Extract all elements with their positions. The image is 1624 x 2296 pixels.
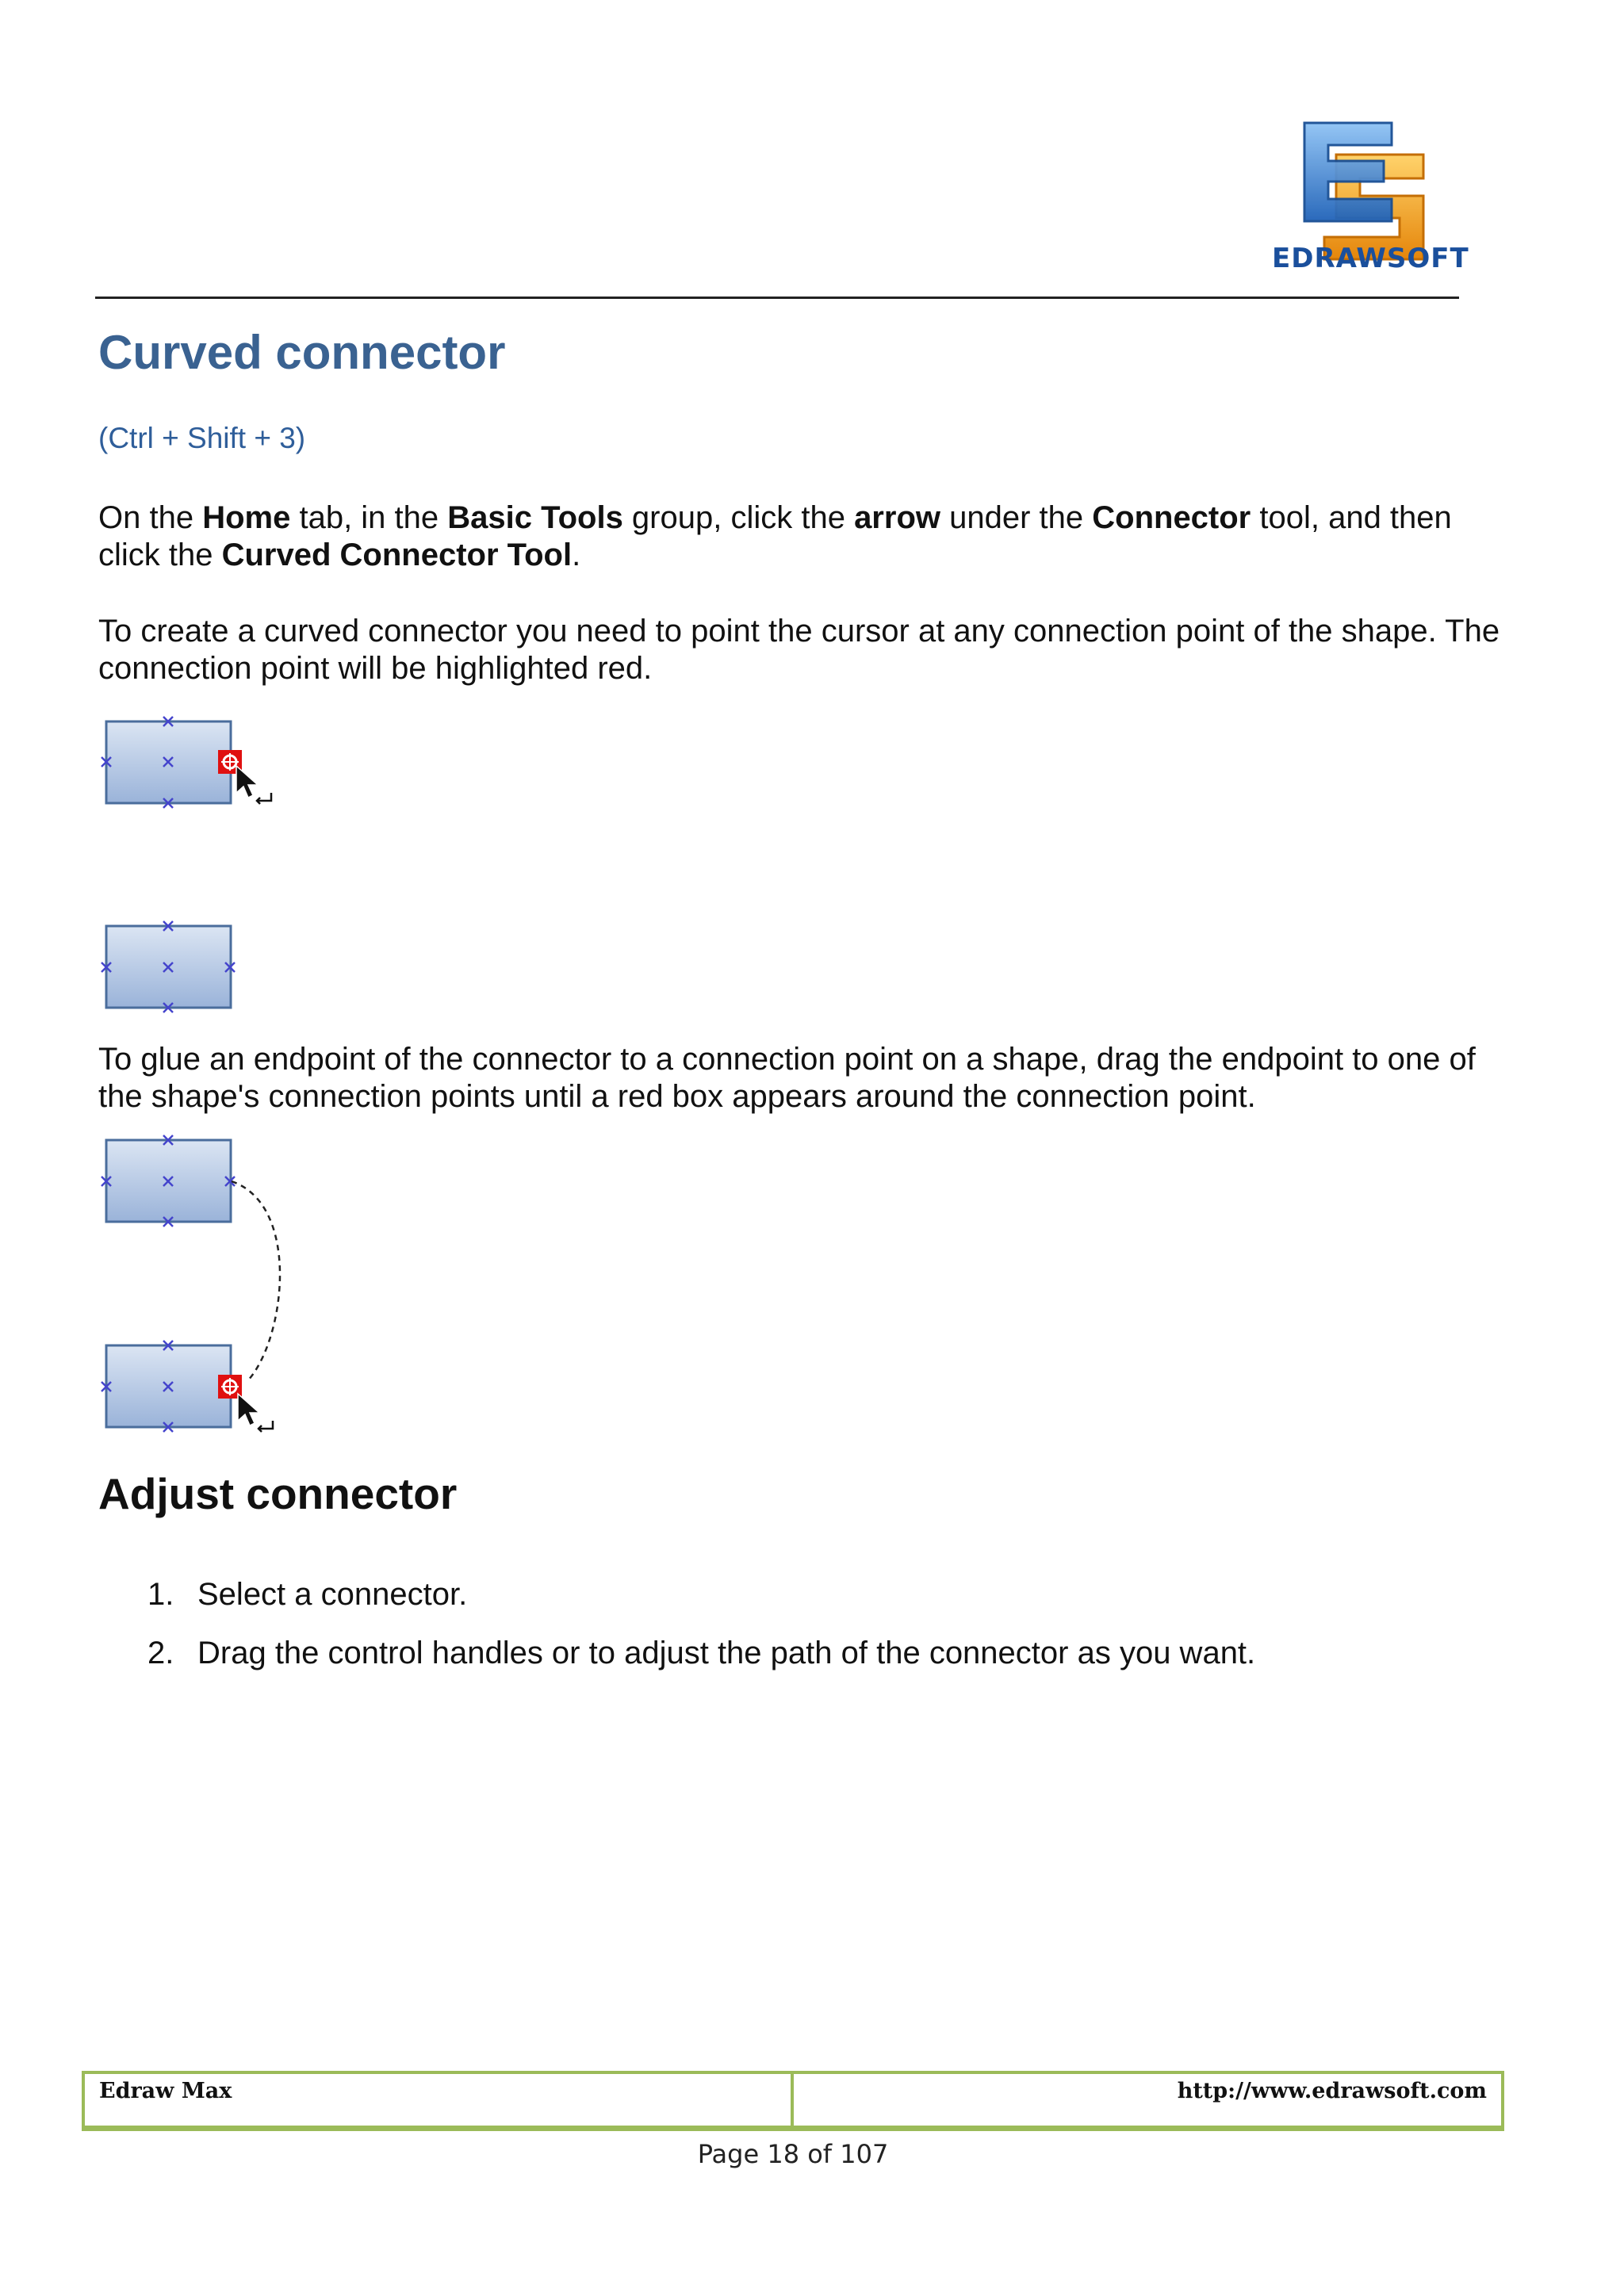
page-number: Page 18 of 107 <box>697 2139 889 2169</box>
footer-table <box>82 2071 1504 2131</box>
section-title-adjust-connector: Adjust connector <box>98 1469 458 1518</box>
list-item <box>98 1635 1255 1693</box>
curved-connector-tool-ref: Curved Connector Tool <box>221 538 573 572</box>
shape-with-highlighted-point <box>102 717 271 808</box>
home-tab-ref: Home <box>202 500 291 535</box>
connector-cursor-icon <box>236 766 271 804</box>
list-item <box>98 1576 1255 1635</box>
section-title-curved-connector: Curved connector <box>98 326 506 379</box>
instruction-paragraph: On the Home tab, in the Basic Tools group, click the arrow under the Connector tool, and then click the Curved Connector Tool. <box>98 500 1452 572</box>
glue-endpoint-paragraph: To glue an endpoint of the connector to a connection point on a shape, drag the endpoint to one of the shape's connection points until a red box appears around the connection point. <box>98 1042 1476 1114</box>
shape-plain <box>102 921 235 1012</box>
arrow-ref: arrow <box>854 500 940 535</box>
footer-url-link[interactable]: http://www.edrawsoft.com <box>1177 2079 1487 2103</box>
basic-tools-ref: Basic Tools <box>447 500 623 535</box>
footer-product-name: Edraw Max <box>99 2079 232 2103</box>
footer-divider <box>791 2074 794 2126</box>
logo-text: EDRAWSOFT <box>1272 243 1469 274</box>
header-divider <box>95 297 1459 299</box>
step-text: Drag the control handles or to adjust the path of the connector as you want. <box>197 1636 1256 1670</box>
curved-connector-line <box>232 1181 280 1381</box>
step-number: 2. <box>147 1636 174 1670</box>
step-number: 1. <box>147 1577 174 1612</box>
connector-ref: Connector <box>1092 500 1251 535</box>
step-text: Select a connector. <box>197 1577 468 1612</box>
highlighted-connection-point-icon <box>218 750 242 774</box>
shapes-glued-with-curved-connector <box>102 1135 280 1432</box>
adjust-steps-list <box>98 1576 1255 1693</box>
keyboard-shortcut: (Ctrl + Shift + 3) <box>98 422 306 454</box>
create-connector-paragraph: To create a curved connector you need to point the cursor at any connection point of the shape. The connection point will be highlighted red. <box>98 614 1500 686</box>
